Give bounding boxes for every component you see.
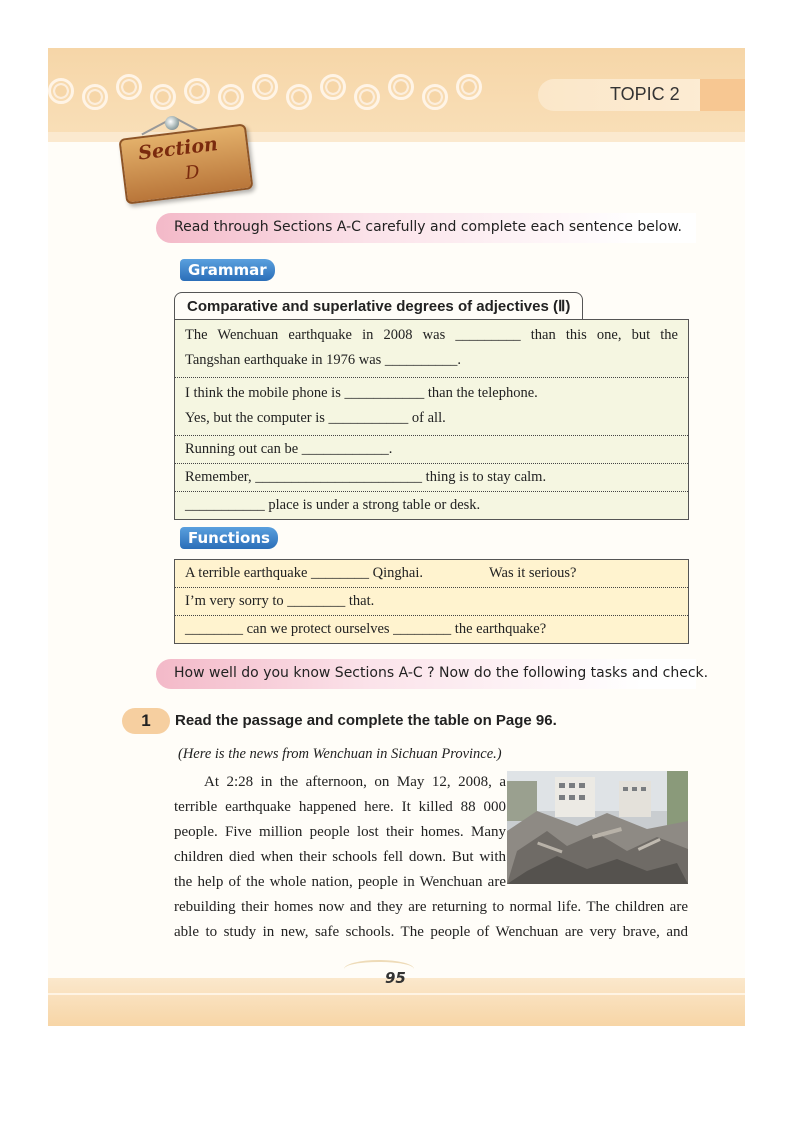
passage-line: At 2:28 in the afternoon, on May 12, 2008, a xyxy=(204,774,506,790)
circle-icon xyxy=(456,74,482,100)
textbook-page xyxy=(48,48,745,1026)
grammar-box xyxy=(174,319,689,520)
page-number: 95 xyxy=(385,969,406,987)
circle-icon xyxy=(354,84,380,110)
functions-box xyxy=(174,559,689,644)
functions-text: I’m very sorry to ________ that. xyxy=(185,593,375,609)
functions-row xyxy=(175,616,688,643)
circle-icon xyxy=(320,74,346,100)
grammar-label: Grammar xyxy=(180,259,275,281)
footer-line xyxy=(48,993,745,995)
section-word: Section xyxy=(137,133,219,165)
decorative-circles xyxy=(48,78,482,112)
grammar-row xyxy=(175,464,688,492)
grammar-line: Yes, but the computer is ___________ of all. xyxy=(185,410,446,426)
section-letter: D xyxy=(183,161,201,185)
grammar-line: The Wenchuan earthquake in 2008 was _________ than this one, but the xyxy=(185,327,678,343)
grammar-line: Running out can be ____________. xyxy=(185,441,393,457)
circle-icon xyxy=(150,84,176,110)
task-number: 1 xyxy=(122,708,170,734)
circle-icon xyxy=(388,74,414,100)
functions-label: Functions xyxy=(180,527,278,549)
task-title: Read the passage and complete the table on Page 96. xyxy=(175,712,557,729)
passage-line: rebuilding their homes now and they are returning to normal life. The children are xyxy=(174,899,688,915)
passage-line: terrible earthquake happened here. It killed 88 000 xyxy=(174,799,506,815)
circle-icon xyxy=(184,78,210,104)
grammar-line: Tangshan earthquake in 1976 was __________. xyxy=(185,352,462,368)
grammar-row xyxy=(175,492,688,519)
grammar-row xyxy=(175,320,688,378)
grammar-row xyxy=(175,436,688,464)
passage-line: people. Five million people lost their homes. Many xyxy=(174,824,506,840)
grammar-line: ___________ place is under a strong table or desk. xyxy=(185,497,481,513)
circle-icon xyxy=(116,74,142,100)
pin-icon xyxy=(165,116,179,130)
passage-line: children died when their schools fell down. But with xyxy=(174,849,506,865)
instruction-text-2: How well do you know Sections A-C ? Now do the following tasks and check. xyxy=(174,665,709,681)
circle-icon xyxy=(422,84,448,110)
circle-icon xyxy=(286,84,312,110)
topic-tab-edge xyxy=(700,79,745,111)
instruction-bar-1 xyxy=(156,213,696,243)
circle-icon xyxy=(252,74,278,100)
circle-icon xyxy=(218,84,244,110)
circle-icon xyxy=(48,78,74,104)
section-badge xyxy=(118,123,253,204)
passage-intro: (Here is the news from Wenchuan in Sichuan Province.) xyxy=(178,746,502,762)
functions-row xyxy=(175,588,688,616)
passage xyxy=(174,770,688,945)
grammar-line: Remember, _______________________ thing is to stay calm. xyxy=(185,469,547,485)
grammar-row xyxy=(175,378,688,436)
functions-text: Was it serious? xyxy=(488,565,577,581)
circle-icon xyxy=(82,84,108,110)
passage-line: the help of the whole nation, people in Wenchuan are xyxy=(174,874,506,890)
functions-text: A terrible earthquake ________ Qinghai. xyxy=(185,565,423,581)
instruction-bar-2 xyxy=(156,659,709,689)
passage-line: able to study in new, safe schools. The people of Wenchuan are very brave, and xyxy=(174,924,688,940)
functions-row xyxy=(175,560,688,588)
grammar-title: Comparative and superlative degrees of adjectives (Ⅱ) xyxy=(174,292,583,321)
instruction-text-1: Read through Sections A-C carefully and complete each sentence below. xyxy=(174,219,682,235)
grammar-line: I think the mobile phone is ___________ than the telephone. xyxy=(185,385,538,401)
topic-label: TOPIC 2 xyxy=(610,84,680,104)
functions-text: ________ can we protect ourselves ________ the earthquake? xyxy=(185,621,547,637)
